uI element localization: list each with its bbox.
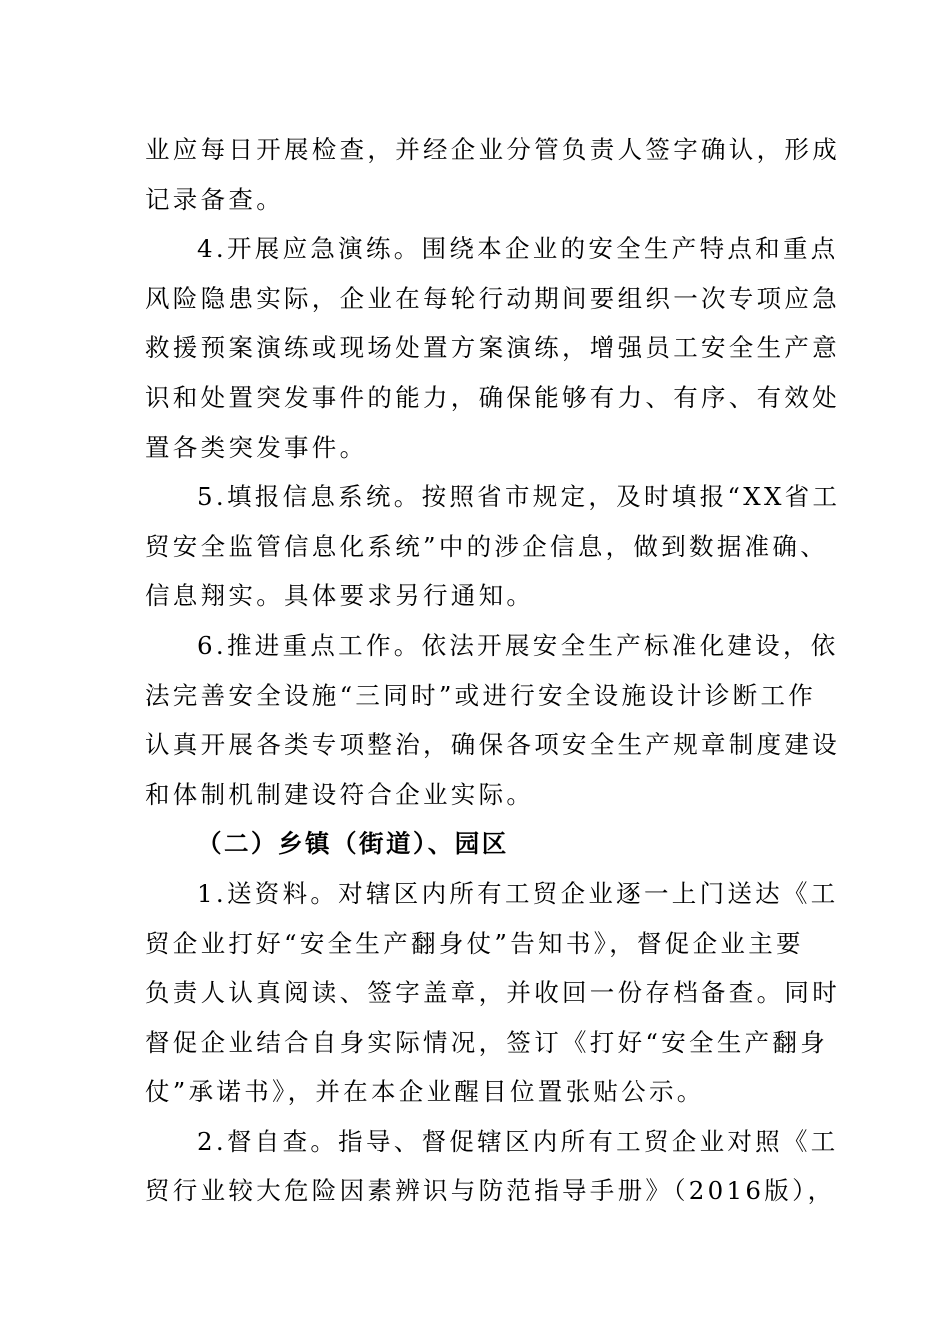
text-line: 法完善安全设施“三同时”或进行安全设施设计诊断工作 [145,680,817,710]
text-line: 认真开展各类专项整治，确保各项安全生产规章制度建设 [145,730,840,760]
text-line: 记录备查。 [145,184,284,214]
paragraph-start: 4.开展应急演练。围绕本企业的安全生产特点和重点 [197,234,839,264]
document-body [145,125,841,1216]
section-heading: （二）乡镇（街道）、园区 [197,829,509,859]
text-line: 识和处置突发事件的能力，确保能够有力、有序、有效处 [145,382,840,412]
text-line: 业应每日开展检查，并经企业分管负责人签字确认，形成 [145,135,840,164]
paragraph-start: 1.送资料。对辖区内所有工贸企业逐一上门送达《工 [197,878,839,908]
paragraph-start: 2.督自查。指导、督促辖区内所有工贸企业对照《工 [197,1126,839,1156]
text-line: 和体制机制建设符合企业实际。 [145,779,535,809]
paragraph-start: 5.填报信息系统。按照省市规定，及时填报“XX省工 [197,482,841,512]
text-line: 风险隐患实际，企业在每轮行动期间要组织一次专项应急 [145,283,840,313]
text-line: 负责人认真阅读、签字盖章，并收回一份存档备查。同时 [145,978,840,1008]
text-line: 置各类突发事件。 [145,432,368,462]
text-line: 救援预案演练或现场处置方案演练，增强员工安全生产意 [145,333,840,363]
text-line: 贸安全监管信息化系统”中的涉企信息，做到数据准确、 [145,531,829,561]
text-line: 贸企业打好“安全生产翻身仗”告知书》，督促企业主要 [145,928,804,958]
text-line: 仗”承诺书》，并在本企业醒目位置张贴公示。 [145,1077,705,1107]
text-line: 督促企业结合自身实际情况，签订《打好“安全生产翻身 [145,1027,829,1057]
paragraph-start: 6.推进重点工作。依法开展安全生产标准化建设，依 [197,630,839,660]
text-line: 贸行业较大危险因素辨识与防范指导手册》（2016版）， [145,1176,836,1206]
text-line: 信息翔实。具体要求另行通知。 [145,581,535,611]
